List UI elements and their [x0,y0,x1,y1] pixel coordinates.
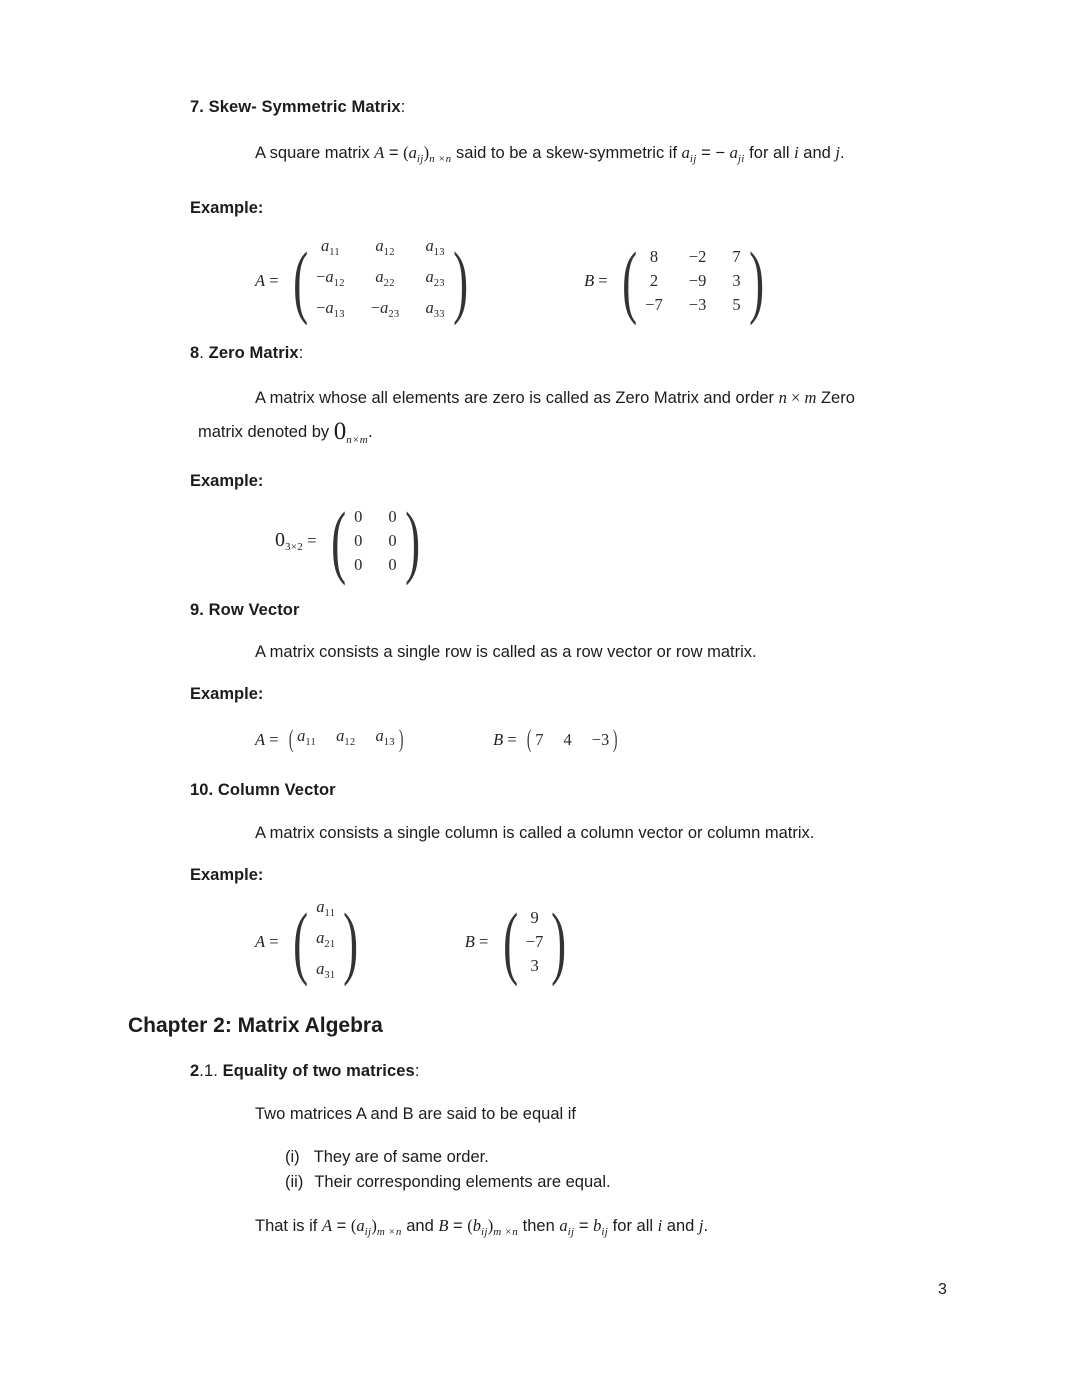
list-item [285,1170,952,1195]
section-9-heading: 9. Row Vector [190,601,300,619]
left-paren-icon: ( [288,725,294,753]
section-10-matrices [255,895,952,988]
section-21-heading: 2.1. Equality of two matrices: [190,1062,420,1080]
zero-matrix-equation [275,495,426,587]
left-paren-icon: ( [292,234,308,326]
column-vector-a-label: A = [255,931,287,951]
section-21-conclusion: That is if $A = (a_{ij})_{m \times n}$ and $B = (b_{ij})_{m \times n}$ then $a_{ij} = b_{ij}$ for all i and j. [255,1216,709,1238]
matrix-b: ( 8 −2 7 2 −9 3 −7 −3 5 ) [622,234,764,326]
section-8-heading: 8. Zero Matrix: [190,344,304,362]
section-8-definition-line1: A matrix whose all elements are zero is called as Zero Matrix and order n × m Zero [255,388,855,407]
section-10-example-label: Example: [190,866,264,884]
row-vector-a-equation [255,724,405,755]
section-7-example-label: Example: [190,199,264,217]
column-vector-a-equation [255,895,365,988]
row-vector-a-label: A = [255,729,287,749]
section-10-definition: A matrix consists a single column is called a column vector or column matrix. [255,824,815,842]
section-9-example-label: Example: [190,685,264,703]
row-vector-a: ( $a_{11}$ $a_{12}$ $a_{13}$ ) [288,725,404,753]
section-9-matrices [255,724,952,755]
list-marker: (ii) [285,1173,304,1191]
section-7-heading: 7. Skew- Symmetric Matrix: [190,98,406,116]
column-vector-b-equation [464,895,573,987]
chapter-2-heading: Chapter 2: Matrix Algebra [128,1014,383,1037]
section-8-definition-line2: matrix denoted by $0_{n\times m}$. [198,418,373,446]
matrix-b-label: B = [584,270,616,290]
column-vector-b-label: B = [464,931,497,951]
list-item [285,1145,952,1170]
section-8-example-label: Example: [190,472,264,490]
page-number: 3 [938,1281,947,1298]
section-8-matrix [275,495,952,587]
list-item-text: They are of same order. [313,1148,489,1166]
equality-conditions-list [285,1145,952,1195]
section-7-definition: A square matrix $A = (a_{ij})_{n \times n}$ said to be a skew-symmetric if $a_{ij}$ = − $a_{ji}$ for all i and j. [255,143,845,165]
zero-matrix-label: $0_{3\times 2}$ = [275,529,325,553]
column-vector-a: ( $a_{11}$ $a_{21}$ $a_{31}$ ) [292,895,359,987]
section-9-definition: A matrix consists a single row is called as a row vector or row matrix. [255,643,757,661]
matrix-a-equation [255,234,474,327]
list-item-text: Their corresponding elements are equal. [314,1173,611,1191]
left-paren-icon: ( [292,895,308,987]
right-paren-icon: ) [748,234,764,326]
right-paren-icon: ) [343,895,359,987]
right-paren-icon: ) [452,234,468,326]
matrix-a: ( $a_{11}$ $a_{12}$ $a_{13}$ $-a_{12}$ $a_{22}$ $a_{23}$ $-a_{13}$ $-a_{23}$ $a_{33}$ ) [292,234,468,326]
matrix-b-equation [584,234,770,326]
right-paren-icon: ) [551,895,567,987]
row-vector-b-equation [493,725,620,753]
left-paren-icon: ( [502,895,518,987]
column-vector-b: ( 9 −7 3 ) [502,895,567,987]
list-marker: (i) [285,1148,300,1166]
row-vector-b-label: B = [493,729,525,749]
left-paren-icon: ( [526,725,532,753]
matrix-a-label: A = [255,270,287,290]
right-paren-icon: ) [398,725,404,753]
section-10-heading: 10. Column Vector [190,781,336,799]
left-paren-icon: ( [330,495,346,587]
right-paren-icon: ) [613,725,618,753]
right-paren-icon: ) [404,495,420,587]
left-paren-icon: ( [622,234,638,326]
zero-matrix: ( 0 0 0 0 0 0 ) [330,495,420,587]
row-vector-b: ( 7 4 −3 ) [526,725,618,753]
section-7-matrices [255,234,952,327]
section-21-intro: Two matrices A and B are said to be equal if [255,1105,577,1123]
